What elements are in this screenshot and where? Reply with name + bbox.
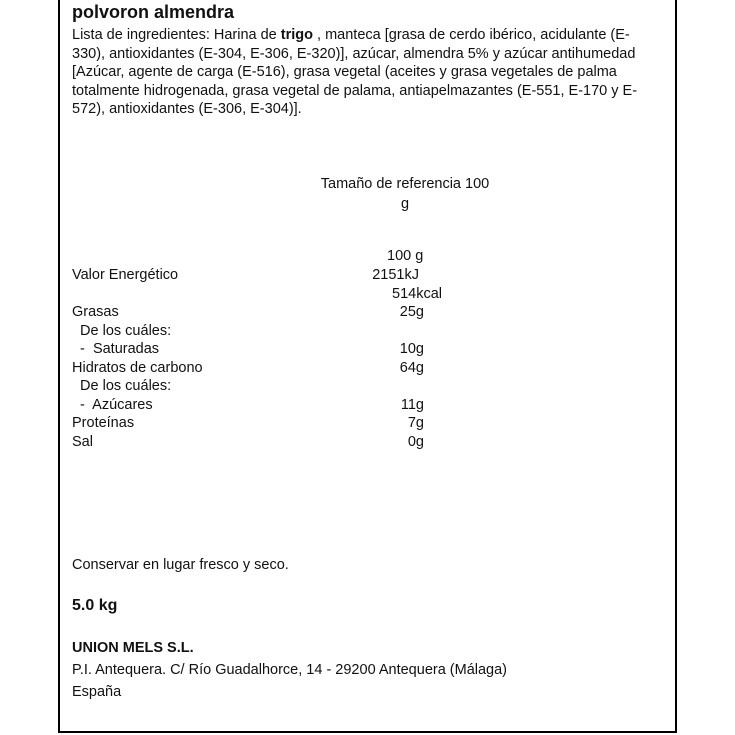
- ingredients-rest: , manteca [grasa de cerdo ibérico, acidulante (E-330), antioxidantes (E-304, E-306, E-320)], azúcar, almendra 5% y azúcar antihumedad [Azúcar, agente de carga (E-516), grasa vegetal (aceites y grasa vegetales de palma totalmente hidrogenada, grasa vegetal de palama, antiapelmazantes (E-551, E-170 y E-572), antioxidantes (E-306, E-304)].: [72, 27, 638, 117]
- nutrition-row-label: De los cuáles:: [72, 378, 172, 394]
- nutrition-row-label: - Saturadas: [72, 341, 160, 357]
- company-address: P.I. Antequera. C/ Río Guadalhorce, 14 - 29200 Antequera (Málaga): [72, 662, 508, 678]
- reference-size-line1: Tamaño de referencia 100: [320, 176, 490, 192]
- nutrition-row-value: 11g: [400, 397, 424, 413]
- nutrition-row-value: 2151kJ: [372, 267, 419, 283]
- company-country: España: [72, 684, 122, 700]
- product-title: polvoron almendra: [72, 2, 235, 22]
- ingredients-prefix: Lista de ingredientes: Harina de: [72, 27, 281, 43]
- nutrition-column-header: 100 g: [387, 248, 424, 264]
- net-weight: 5.0 kg: [72, 597, 118, 614]
- ingredients-allergen: trigo: [280, 27, 313, 43]
- reference-size: [60, 174, 735, 214]
- nutrition-row-label: Grasas: [72, 304, 119, 320]
- nutrition-row-label: De los cuáles:: [72, 323, 172, 339]
- nutrition-row-value: 7g: [407, 415, 424, 431]
- product-label: [58, 0, 677, 733]
- company-name: UNION MELS S.L.: [72, 640, 194, 656]
- nutrition-row-value: 0g: [407, 434, 424, 450]
- nutrition-row-value: 10g: [399, 341, 424, 357]
- reference-size-line2: g: [400, 196, 410, 212]
- nutrition-row-label: - Azúcares: [72, 397, 153, 413]
- nutrition-row-value: 514kcal: [392, 286, 442, 302]
- nutrition-row-label: Hidratos de carbono: [72, 360, 203, 376]
- storage-instructions: Conservar en lugar fresco y seco.: [72, 557, 289, 573]
- nutrition-row-label: Valor Energético: [72, 267, 179, 283]
- nutrition-row-label: Proteínas: [72, 415, 135, 431]
- nutrition-row-label: Sal: [72, 434, 93, 450]
- nutrition-row-value: 64g: [399, 360, 424, 376]
- nutrition-row-value: 25g: [399, 304, 424, 320]
- ingredients-list: [72, 26, 657, 119]
